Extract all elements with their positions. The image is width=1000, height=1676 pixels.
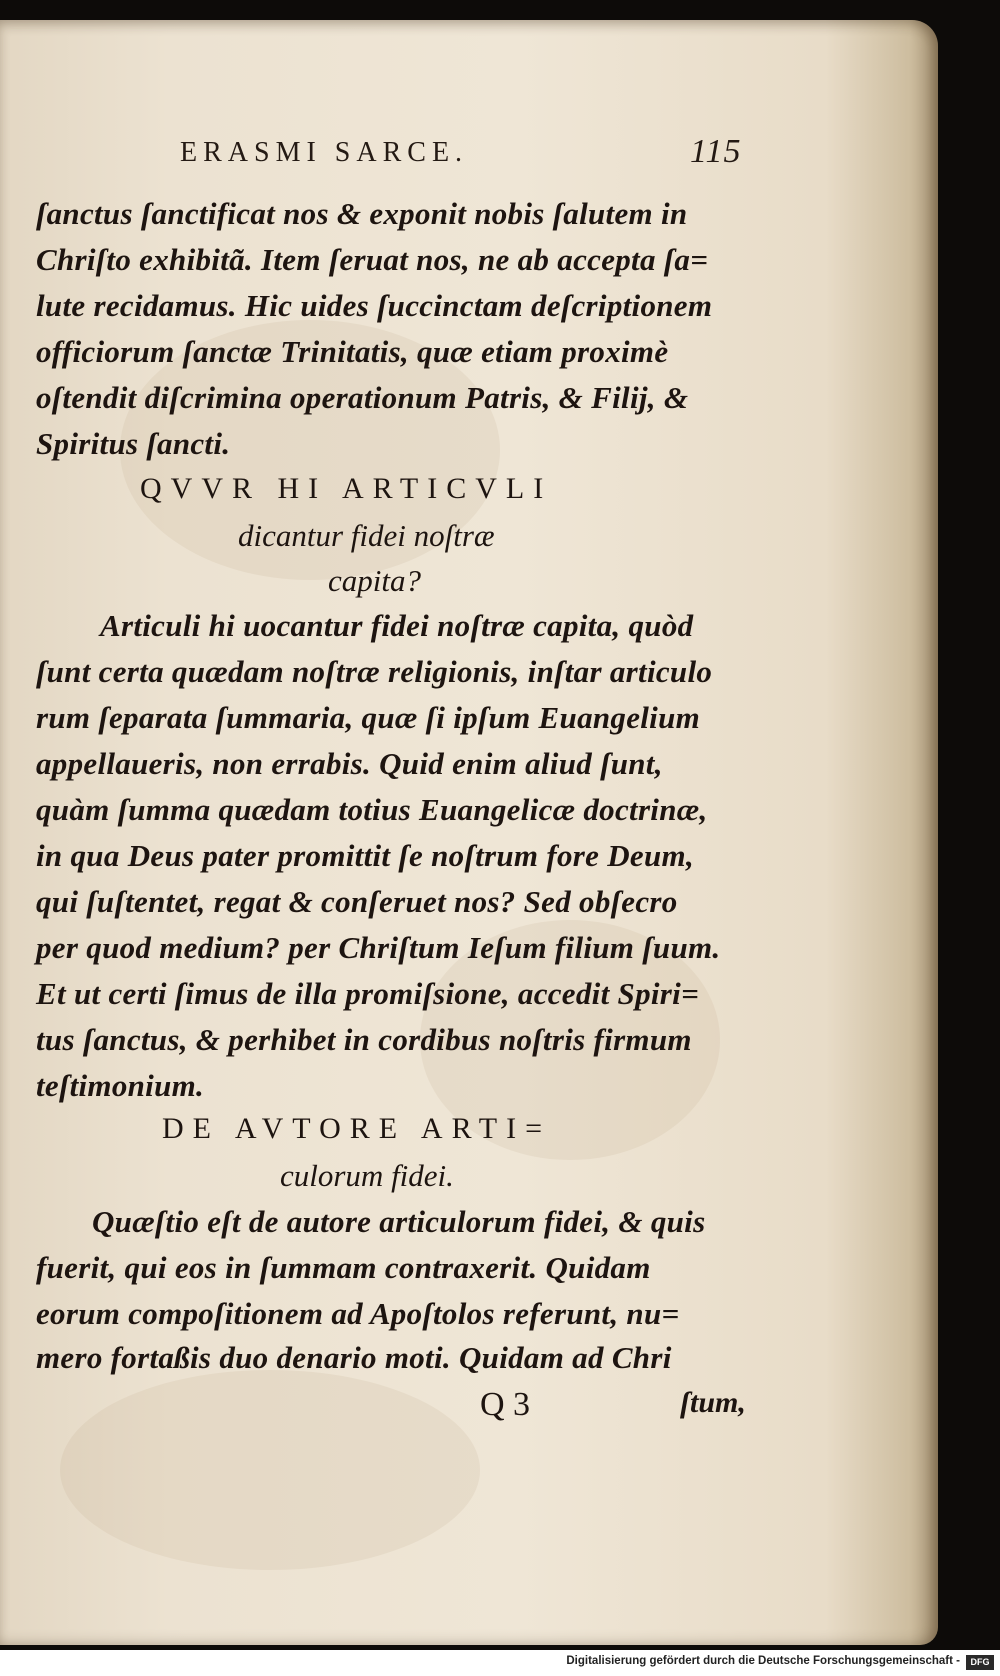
catchword: ſtum, <box>680 1386 746 1419</box>
text-line: ſunt certa quædam noſtræ religionis, inſtar articulo <box>36 654 713 689</box>
text-line: tus ſanctus, & perhibet in cordibus noſtris firmum <box>36 1022 692 1057</box>
text-line: rum ſeparata ſummaria, quæ ſi ipſum Euangelium <box>36 700 701 735</box>
running-head: ERASMI SARCE. <box>180 137 469 168</box>
text-line: ſanctus ſanctificat nos & exponit nobis ſalutem in <box>36 196 688 231</box>
section-heading: QVVR HI ARTICVLI <box>140 472 553 505</box>
text-line: fuerit, qui eos in ſummam contraxerit. Quidam <box>36 1250 651 1285</box>
text-line: Chriſto exhibitã. Item ſeruat nos, ne ab accepta ſa= <box>36 242 709 277</box>
text-line: per quod medium? per Chriſtum Ieſum filium ſuum. <box>36 930 721 965</box>
section-heading-line: capita? <box>328 563 421 598</box>
funding-notice: Digitalisierung gefördert durch die Deutsche Forschungsgemeinschaft - <box>566 1655 960 1667</box>
text-line: mero fortaßis duo denario moti. Quidam ad Chri <box>36 1340 672 1375</box>
text-line: qui ſuſtentet, regat & conſeruet nos? Sed obſecro <box>36 884 678 919</box>
footer-bar <box>0 1650 1000 1676</box>
dfg-logo-icon: DFG <box>966 1655 994 1670</box>
page-number: 115 <box>690 133 742 170</box>
text-line: teſtimonium. <box>36 1068 205 1103</box>
section-heading-line: culorum fidei. <box>280 1158 454 1193</box>
text-line: oſtendit diſcrimina operationum Patris, & Filij, & <box>36 380 689 415</box>
text-line: appellaueris, non errabis. Quid enim aliud ſunt, <box>36 746 663 781</box>
signature-mark: Q 3 <box>480 1386 531 1423</box>
text-line: Et ut certi ſimus de illa promiſsione, accedit Spiri= <box>36 976 700 1011</box>
text-line: eorum compoſitionem ad Apoſtolos referunt, nu= <box>36 1296 680 1331</box>
text-line: Quæſtio eſt de autore articulorum fidei, & quis <box>92 1204 706 1239</box>
paper-stain <box>60 1370 480 1570</box>
text-line: in qua Deus pater promittit ſe noſtrum fore Deum, <box>36 838 694 873</box>
text-line: lute recidamus. Hic uides ſuccinctam deſcriptionem <box>36 288 713 323</box>
section-heading: DE AVTORE ARTI= <box>162 1112 552 1145</box>
text-line: quàm ſumma quædam totius Euangelicæ doctrinæ, <box>36 792 708 827</box>
text-line: officiorum ſanctæ Trinitatis, quæ etiam proximè <box>36 334 669 369</box>
text-line: Articuli hi uocantur fidei noſtræ capita, quòd <box>100 608 694 643</box>
text-line: Spiritus ſancti. <box>36 426 231 461</box>
section-heading-line: dicantur fidei noſtræ <box>238 518 495 553</box>
